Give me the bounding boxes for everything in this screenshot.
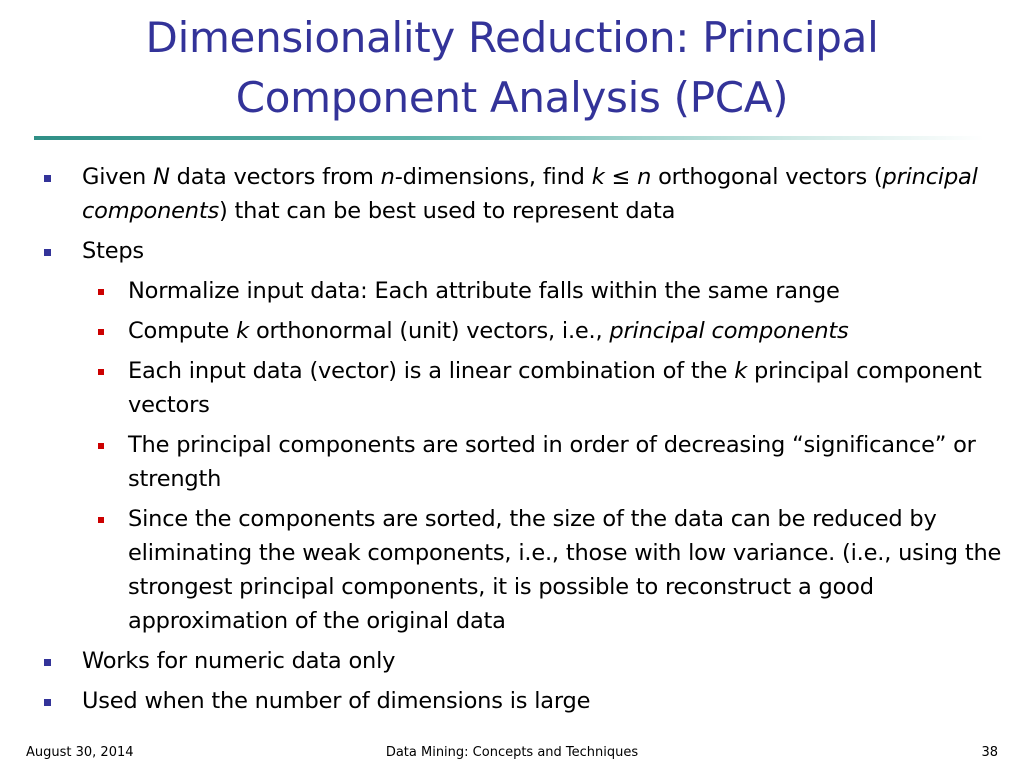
square-bullet-icon [44,699,51,706]
bullet-large [0,684,1024,718]
bullet-steps [0,234,1024,268]
square-bullet-icon [98,517,104,523]
text-run: Used when the number of dimensions is large [82,688,591,714]
square-bullet-icon [98,369,104,375]
sub-bullet-reduce [0,502,1024,638]
text-run-italic: n [380,164,395,190]
square-bullet-icon [98,443,104,449]
text-run: principal component vectors [128,358,982,418]
text-run: Since the components are sorted, the size of the data can be reduced by eliminating the weak components, i.e., those with low variance. (i.e., using the strongest principal components, it is possible to reconstruct a good approximation of the original data [128,506,1002,634]
text-run: Normalize input data: Each attribute falls within the same range [128,278,840,304]
text-run-italic: N [153,164,170,190]
slide-title [0,8,1024,128]
square-bullet-icon [98,329,104,335]
sub-bullet-normalize [0,274,1024,308]
title-divider [34,136,984,140]
text-run: -dimensions, find [394,164,592,190]
text-run: Compute [128,318,237,344]
text-run: orthonormal (unit) vectors, i.e., [249,318,610,344]
text-run-italic: k [591,164,605,190]
text-run: The principal components are sorted in order of decreasing “significance” or strength [128,432,976,492]
square-bullet-icon [44,175,51,182]
sub-bullet-compute [0,314,1024,348]
page-number: 38 [981,745,998,760]
text-run: Each input data (vector) is a linear combination of the [128,358,735,384]
text-run: orthogonal vectors ( [651,164,883,190]
text-run: Steps [82,238,144,264]
slide-body [0,160,1024,724]
footer-date: August 30, 2014 [26,745,134,760]
text-run: data vectors from [169,164,381,190]
square-bullet-icon [98,289,104,295]
text-run: Given [82,164,154,190]
footer-title: Data Mining: Concepts and Techniques [385,745,639,760]
sub-bullet-linear-combination [0,354,1024,422]
text-run-italic: k [236,318,249,344]
sub-bullet-sorted [0,428,1024,496]
text-run: Works for numeric data only [82,648,396,674]
bullet-numeric [0,644,1024,678]
text-run-italic: principal components [82,164,978,224]
text-run-italic: n [637,164,652,190]
text-run: ≤ [604,164,638,190]
square-bullet-icon [44,659,51,666]
text-run-italic: k [734,358,748,384]
text-run: ) that can be best used to represent data [219,198,676,224]
square-bullet-icon [44,249,51,256]
title-line-1: Dimensionality Reduction: Principal [145,13,879,62]
text-run-italic: principal components [609,318,849,344]
bullet-given [0,160,1024,228]
title-line-2: Component Analysis (PCA) [235,73,789,122]
